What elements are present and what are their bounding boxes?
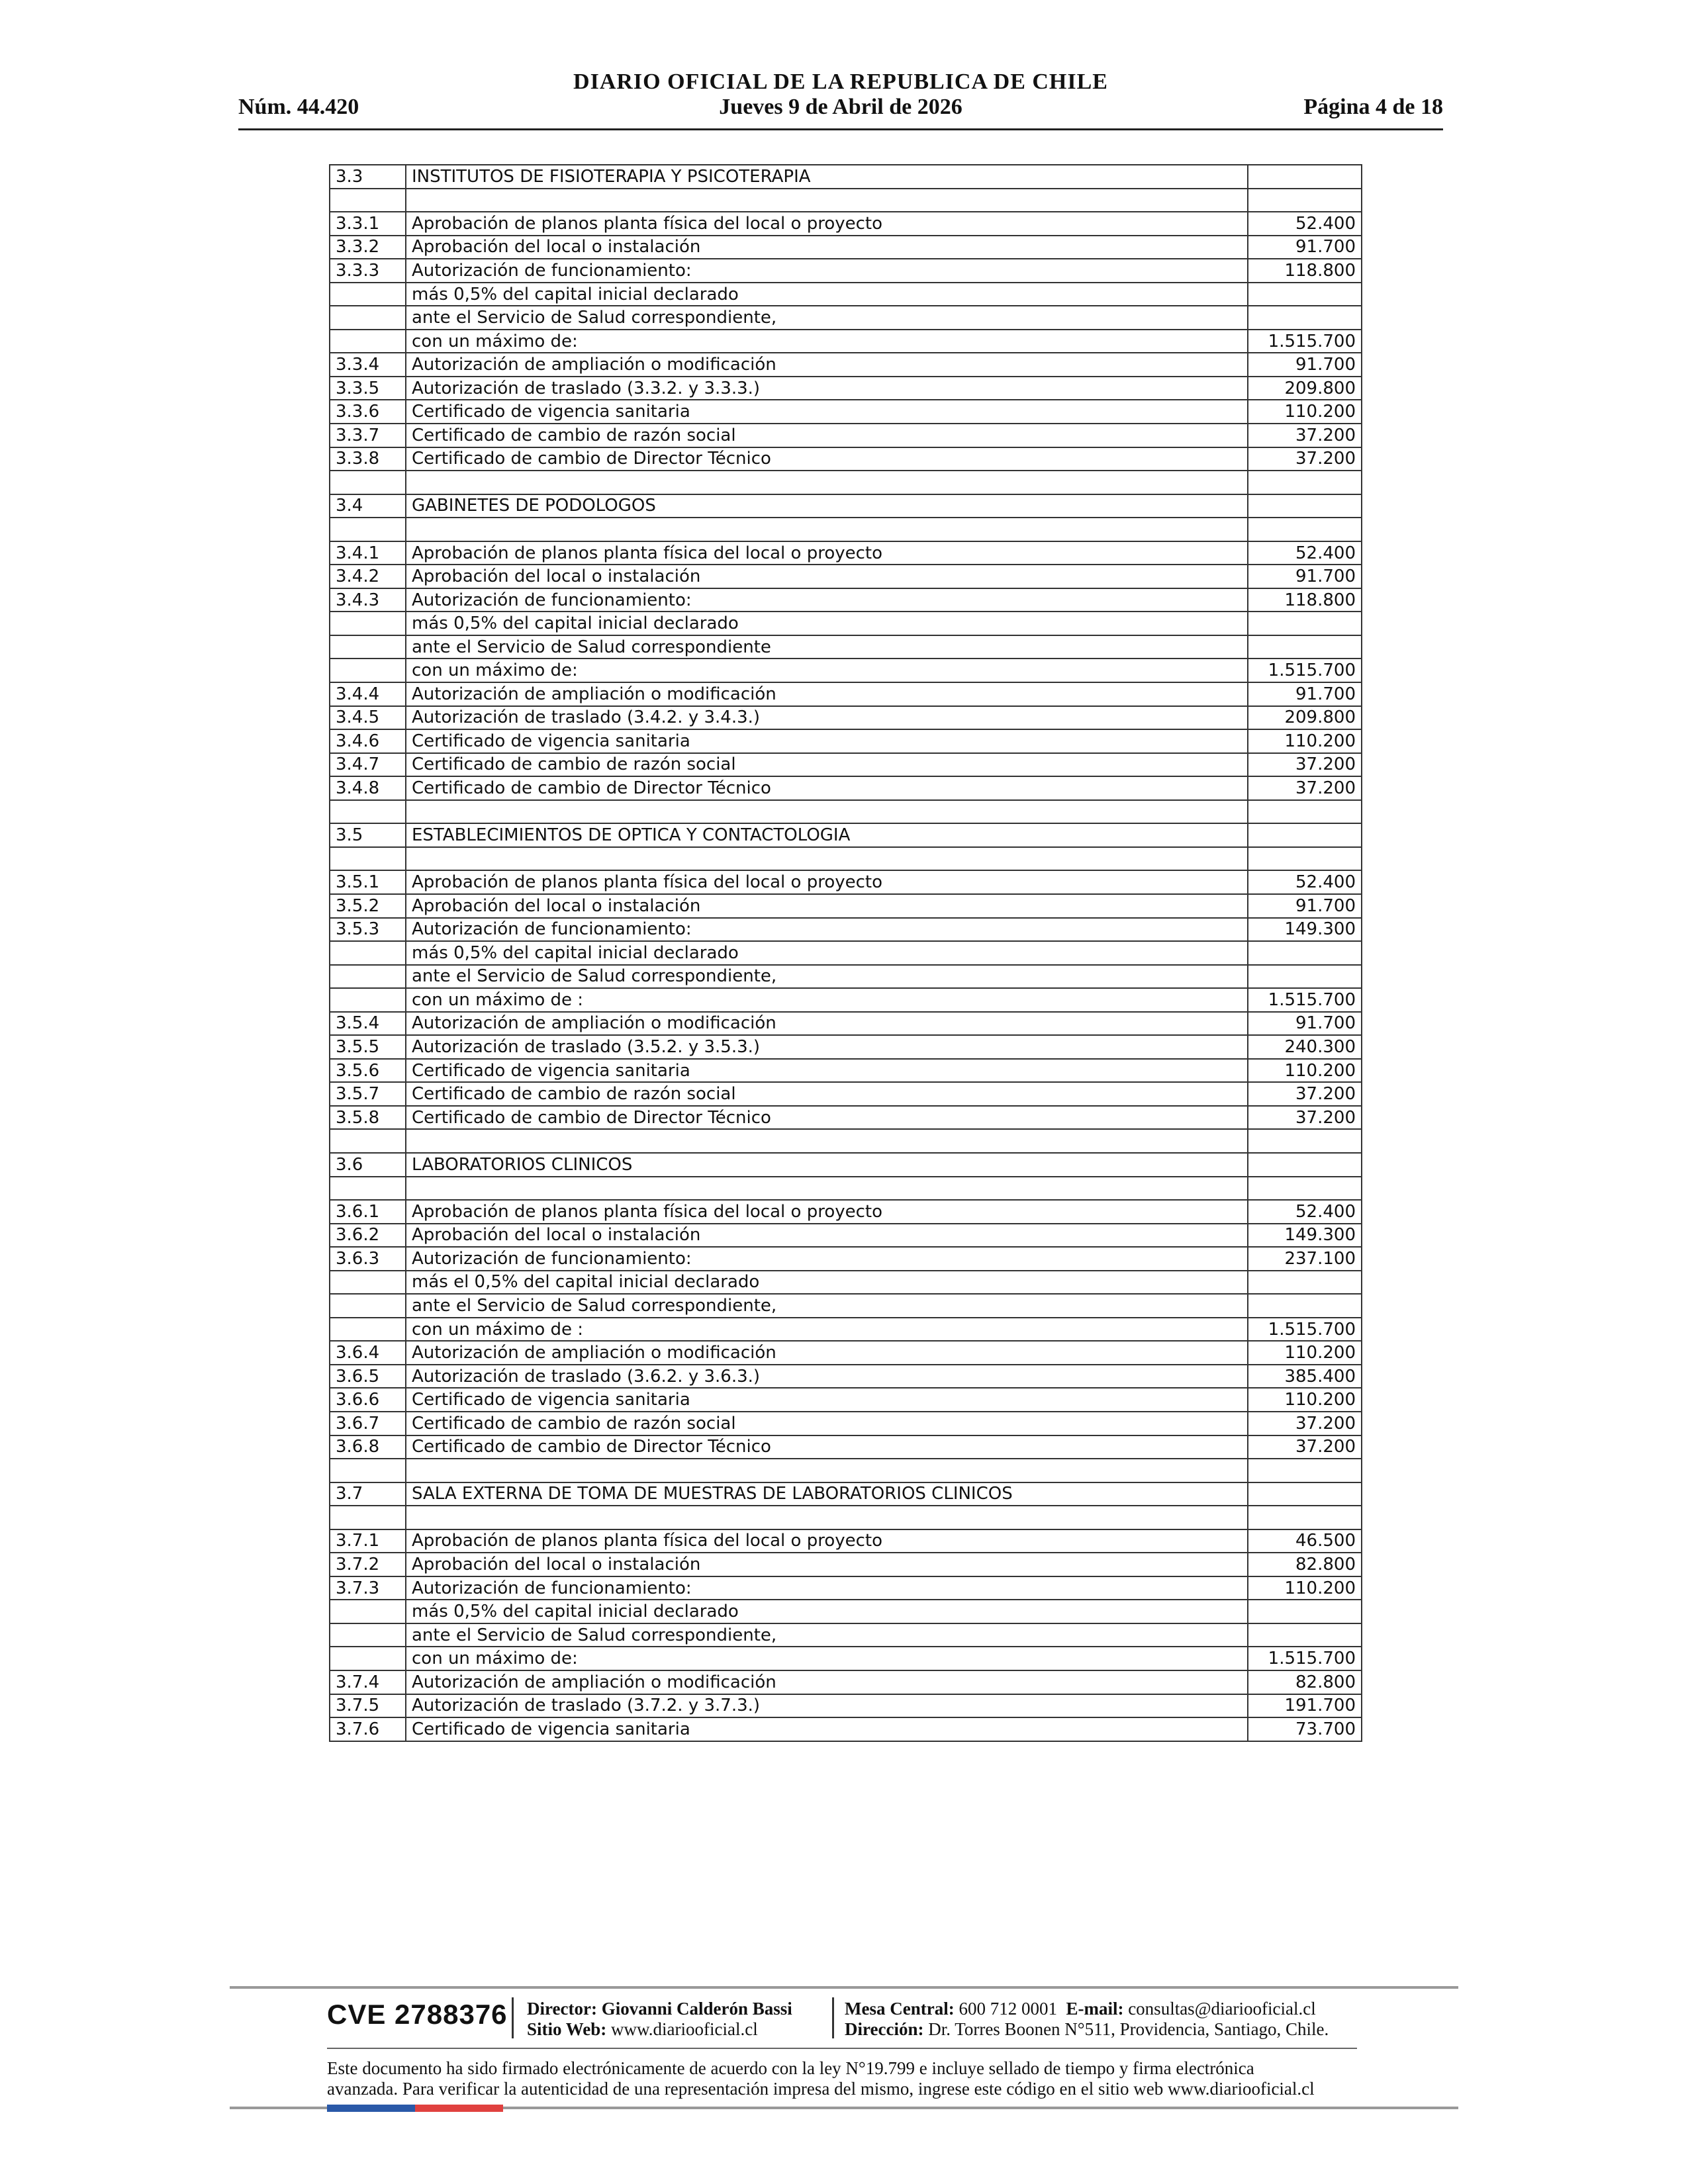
item-code-cell: 3.5.3 — [330, 918, 406, 942]
table-row — [330, 988, 1362, 1012]
item-description-cell: INSTITUTOS DE FISIOTERAPIA Y PSICOTERAPIA — [406, 165, 1248, 189]
item-description-cell: Aprobación de planos planta física del local o proyecto — [406, 1529, 1248, 1553]
item-description-cell: Autorización de traslado (3.4.2. y 3.4.3.) — [406, 706, 1248, 730]
table-row — [330, 165, 1362, 189]
item-code-cell: 3.5.1 — [330, 870, 406, 894]
item-value-cell — [1248, 1153, 1362, 1177]
item-value-cell: 1.515.700 — [1248, 1318, 1362, 1342]
flag-stripe-blue — [327, 2105, 415, 2112]
table-row — [330, 1294, 1362, 1318]
item-description-cell: SALA EXTERNA DE TOMA DE MUESTRAS DE LABORATORIOS CLINICOS — [406, 1482, 1248, 1506]
item-value-cell — [1248, 1129, 1362, 1153]
table-row — [330, 1506, 1362, 1529]
table-row — [330, 1717, 1362, 1741]
item-value-cell: 237.100 — [1248, 1247, 1362, 1271]
item-value-cell — [1248, 283, 1362, 306]
email-label: E-mail: — [1066, 1999, 1124, 2019]
item-value-cell — [1248, 1623, 1362, 1647]
item-code-cell — [330, 847, 406, 871]
fee-table-container — [329, 164, 1362, 1742]
fee-table-body — [330, 165, 1362, 1741]
table-row — [330, 729, 1362, 753]
item-code-cell — [330, 1129, 406, 1153]
table-row — [330, 753, 1362, 777]
table-row — [330, 400, 1362, 424]
fee-table — [329, 164, 1362, 1742]
item-value-cell — [1248, 189, 1362, 212]
item-code-cell: 3.7.5 — [330, 1694, 406, 1718]
footer-mid-divider — [327, 2048, 1357, 2049]
item-description-cell: ante el Servicio de Salud correspondiente, — [406, 306, 1248, 330]
item-code-cell: 3.4.6 — [330, 729, 406, 753]
table-row — [330, 1694, 1362, 1718]
page-header — [238, 69, 1443, 129]
item-value-cell: 52.400 — [1248, 870, 1362, 894]
item-value-cell — [1248, 1459, 1362, 1482]
item-code-cell: 3.3.6 — [330, 400, 406, 424]
header-divider — [238, 128, 1443, 130]
item-value-cell: 37.200 — [1248, 753, 1362, 777]
item-code-cell: 3.7 — [330, 1482, 406, 1506]
item-description-cell: ante el Servicio de Salud correspondiente, — [406, 1623, 1248, 1647]
table-row — [330, 1082, 1362, 1106]
item-description-cell: más 0,5% del capital inicial declarado — [406, 1600, 1248, 1623]
item-description-cell — [406, 847, 1248, 871]
item-value-cell: 37.200 — [1248, 1412, 1362, 1435]
item-code-cell: 3.4.4 — [330, 682, 406, 706]
item-code-cell: 3.3.2 — [330, 236, 406, 259]
email-link[interactable]: consultas@diariooficial.cl — [1128, 1999, 1316, 2019]
table-row — [330, 353, 1362, 377]
table-row — [330, 941, 1362, 965]
item-value-cell: 37.200 — [1248, 1106, 1362, 1130]
item-description-cell: Autorización de traslado (3.7.2. y 3.7.3.) — [406, 1694, 1248, 1718]
item-description-cell: Autorización de traslado (3.5.2. y 3.5.3.) — [406, 1035, 1248, 1059]
item-value-cell: 209.800 — [1248, 377, 1362, 400]
item-code-cell: 3.6 — [330, 1153, 406, 1177]
item-code-cell: 3.7.3 — [330, 1576, 406, 1600]
item-description-cell: Certificado de vigencia sanitaria — [406, 729, 1248, 753]
address-value: Dr. Torres Boonen N°511, Providencia, Santiago, Chile. — [928, 2019, 1329, 2039]
item-code-cell: 3.6.1 — [330, 1200, 406, 1224]
table-row — [330, 447, 1362, 471]
item-value-cell — [1248, 1177, 1362, 1201]
item-code-cell: 3.7.1 — [330, 1529, 406, 1553]
item-description-cell: ante el Servicio de Salud correspondiente, — [406, 1294, 1248, 1318]
table-row — [330, 259, 1362, 283]
item-description-cell: Aprobación de planos planta física del local o proyecto — [406, 212, 1248, 236]
item-description-cell: Autorización de funcionamiento: — [406, 1576, 1248, 1600]
mesa-label: Mesa Central: — [845, 1999, 955, 2019]
item-code-cell — [330, 471, 406, 494]
item-value-cell: 91.700 — [1248, 1012, 1362, 1036]
item-value-cell: 149.300 — [1248, 918, 1362, 942]
footer-separator — [832, 1997, 834, 2038]
table-row — [330, 1670, 1362, 1694]
item-description-cell: Certificado de cambio de razón social — [406, 424, 1248, 447]
item-value-cell: 149.300 — [1248, 1224, 1362, 1248]
item-code-cell: 3.6.5 — [330, 1365, 406, 1388]
item-value-cell: 37.200 — [1248, 1082, 1362, 1106]
item-value-cell — [1248, 823, 1362, 847]
item-value-cell — [1248, 965, 1362, 989]
item-code-cell: 3.5.5 — [330, 1035, 406, 1059]
cve-code: CVE 2788376 — [327, 1999, 508, 2030]
item-code-cell — [330, 518, 406, 541]
flag-stripe-red — [415, 2105, 503, 2112]
item-description-cell: Autorización de funcionamiento: — [406, 588, 1248, 612]
item-description-cell: ante el Servicio de Salud correspondiente, — [406, 965, 1248, 989]
item-description-cell — [406, 1129, 1248, 1153]
item-description-cell: Aprobación del local o instalación — [406, 565, 1248, 588]
item-code-cell: 3.7.2 — [330, 1553, 406, 1576]
item-value-cell: 385.400 — [1248, 1365, 1362, 1388]
item-value-cell — [1248, 1600, 1362, 1623]
item-code-cell — [330, 283, 406, 306]
item-value-cell: 118.800 — [1248, 259, 1362, 283]
item-value-cell: 52.400 — [1248, 1200, 1362, 1224]
table-row — [330, 847, 1362, 871]
item-description-cell: Autorización de ampliación o modificación — [406, 353, 1248, 377]
table-row — [330, 471, 1362, 494]
item-description-cell: más el 0,5% del capital inicial declarado — [406, 1271, 1248, 1295]
table-row — [330, 1129, 1362, 1153]
table-row — [330, 565, 1362, 588]
item-code-cell — [330, 659, 406, 682]
item-description-cell: Autorización de ampliación o modificación — [406, 682, 1248, 706]
item-code-cell: 3.5.4 — [330, 1012, 406, 1036]
item-code-cell — [330, 1177, 406, 1201]
footer-top-divider — [230, 1986, 1458, 1989]
table-row — [330, 1412, 1362, 1435]
item-code-cell — [330, 612, 406, 635]
item-code-cell — [330, 306, 406, 330]
item-description-cell: Certificado de cambio de Director Técnico — [406, 1106, 1248, 1130]
item-code-cell: 3.5.6 — [330, 1059, 406, 1083]
item-code-cell — [330, 1647, 406, 1670]
table-row — [330, 494, 1362, 518]
item-code-cell: 3.6.2 — [330, 1224, 406, 1248]
table-row — [330, 330, 1362, 353]
table-row — [330, 1247, 1362, 1271]
item-value-cell — [1248, 165, 1362, 189]
item-code-cell: 3.5 — [330, 823, 406, 847]
item-description-cell: Certificado de cambio de razón social — [406, 1082, 1248, 1106]
site-link[interactable]: www.diariooficial.cl — [611, 2019, 758, 2039]
item-description-cell: con un máximo de : — [406, 988, 1248, 1012]
item-description-cell: con un máximo de: — [406, 330, 1248, 353]
item-description-cell: Certificado de vigencia sanitaria — [406, 1059, 1248, 1083]
item-code-cell: 3.5.8 — [330, 1106, 406, 1130]
table-row — [330, 894, 1362, 918]
item-description-cell: Aprobación de planos planta física del local o proyecto — [406, 1200, 1248, 1224]
item-value-cell: 1.515.700 — [1248, 1647, 1362, 1670]
item-description-cell: más 0,5% del capital inicial declarado — [406, 612, 1248, 635]
item-description-cell: Aprobación de planos planta física del local o proyecto — [406, 541, 1248, 565]
item-code-cell — [330, 988, 406, 1012]
table-row — [330, 189, 1362, 212]
item-code-cell — [330, 1294, 406, 1318]
item-description-cell: Autorización de ampliación o modificación — [406, 1341, 1248, 1365]
table-row — [330, 1318, 1362, 1342]
table-row — [330, 306, 1362, 330]
item-code-cell: 3.4.1 — [330, 541, 406, 565]
table-row — [330, 682, 1362, 706]
item-code-cell: 3.4.8 — [330, 776, 406, 800]
table-row — [330, 1647, 1362, 1670]
item-value-cell — [1248, 518, 1362, 541]
table-row — [330, 1482, 1362, 1506]
footer-contact-block — [845, 1999, 1329, 2040]
table-row — [330, 1224, 1362, 1248]
item-description-cell: Aprobación del local o instalación — [406, 1553, 1248, 1576]
item-value-cell: 37.200 — [1248, 1435, 1362, 1459]
item-code-cell: 3.3.3 — [330, 259, 406, 283]
table-row — [330, 518, 1362, 541]
item-value-cell: 1.515.700 — [1248, 330, 1362, 353]
item-value-cell: 73.700 — [1248, 1717, 1362, 1741]
item-code-cell: 3.3.7 — [330, 424, 406, 447]
item-value-cell: 37.200 — [1248, 447, 1362, 471]
item-code-cell — [330, 965, 406, 989]
item-value-cell: 82.800 — [1248, 1670, 1362, 1694]
table-row — [330, 823, 1362, 847]
item-description-cell: Certificado de cambio de Director Técnico — [406, 776, 1248, 800]
table-row — [330, 1271, 1362, 1295]
page-number: Página 4 de 18 — [1303, 95, 1443, 119]
item-code-cell: 3.4 — [330, 494, 406, 518]
table-row — [330, 612, 1362, 635]
item-code-cell — [330, 1623, 406, 1647]
item-description-cell: Autorización de funcionamiento: — [406, 259, 1248, 283]
item-description-cell: Certificado de cambio de razón social — [406, 753, 1248, 777]
table-row — [330, 965, 1362, 989]
item-value-cell: 91.700 — [1248, 565, 1362, 588]
table-row — [330, 1553, 1362, 1576]
item-code-cell — [330, 1271, 406, 1295]
table-row — [330, 1200, 1362, 1224]
item-code-cell — [330, 800, 406, 824]
table-row — [330, 1177, 1362, 1201]
item-value-cell: 209.800 — [1248, 706, 1362, 730]
item-description-cell: con un máximo de: — [406, 1647, 1248, 1670]
issue-date: Jueves 9 de Abril de 2026 — [719, 95, 962, 119]
item-description-cell: LABORATORIOS CLINICOS — [406, 1153, 1248, 1177]
item-code-cell: 3.6.8 — [330, 1435, 406, 1459]
item-value-cell — [1248, 1506, 1362, 1529]
item-code-cell: 3.4.5 — [330, 706, 406, 730]
item-code-cell: 3.7.6 — [330, 1717, 406, 1741]
item-description-cell — [406, 800, 1248, 824]
item-description-cell: Certificado de cambio de Director Técnico — [406, 1435, 1248, 1459]
item-description-cell: Certificado de cambio de Director Técnico — [406, 447, 1248, 471]
item-value-cell: 110.200 — [1248, 1576, 1362, 1600]
table-row — [330, 1435, 1362, 1459]
item-value-cell: 191.700 — [1248, 1694, 1362, 1718]
table-row — [330, 377, 1362, 400]
item-code-cell — [330, 1318, 406, 1342]
item-value-cell: 1.515.700 — [1248, 988, 1362, 1012]
item-description-cell: Autorización de ampliación o modificación — [406, 1012, 1248, 1036]
item-description-cell: Aprobación del local o instalación — [406, 894, 1248, 918]
table-row — [330, 776, 1362, 800]
item-value-cell: 1.515.700 — [1248, 659, 1362, 682]
issue-number: Núm. 44.420 — [238, 95, 359, 119]
table-row — [330, 541, 1362, 565]
table-row — [330, 1365, 1362, 1388]
table-row — [330, 800, 1362, 824]
table-row — [330, 870, 1362, 894]
item-code-cell: 3.4.3 — [330, 588, 406, 612]
item-description-cell: ESTABLECIMIENTOS DE OPTICA Y CONTACTOLOGIA — [406, 823, 1248, 847]
item-code-cell: 3.5.7 — [330, 1082, 406, 1106]
item-value-cell: 91.700 — [1248, 353, 1362, 377]
table-row — [330, 1600, 1362, 1623]
item-code-cell: 3.7.4 — [330, 1670, 406, 1694]
item-value-cell — [1248, 471, 1362, 494]
legal-line: avanzada. Para verificar la autenticidad de una representación impresa del mismo, ingrese este código en el sitio web www.diariooficial.cl — [327, 2079, 1315, 2099]
item-value-cell — [1248, 635, 1362, 659]
legal-notice — [327, 2058, 1360, 2099]
item-description-cell: GABINETES DE PODOLOGOS — [406, 494, 1248, 518]
item-description-cell: más 0,5% del capital inicial declarado — [406, 941, 1248, 965]
item-description-cell — [406, 1177, 1248, 1201]
table-row — [330, 283, 1362, 306]
item-value-cell — [1248, 847, 1362, 871]
mesa-phone: 600 712 0001 — [959, 1999, 1057, 2019]
table-row — [330, 1459, 1362, 1482]
item-description-cell: Autorización de funcionamiento: — [406, 918, 1248, 942]
table-row — [330, 1153, 1362, 1177]
item-description-cell: Certificado de vigencia sanitaria — [406, 400, 1248, 424]
item-value-cell — [1248, 494, 1362, 518]
item-description-cell — [406, 189, 1248, 212]
item-description-cell: más 0,5% del capital inicial declarado — [406, 283, 1248, 306]
table-row — [330, 1576, 1362, 1600]
item-value-cell — [1248, 941, 1362, 965]
item-value-cell: 82.800 — [1248, 1553, 1362, 1576]
item-description-cell: Autorización de traslado (3.3.2. y 3.3.3.) — [406, 377, 1248, 400]
item-code-cell: 3.6.4 — [330, 1341, 406, 1365]
publication-title: DIARIO OFICIAL DE LA REPUBLICA DE CHILE — [573, 69, 1108, 94]
item-code-cell: 3.6.7 — [330, 1412, 406, 1435]
table-row — [330, 212, 1362, 236]
item-description-cell: Certificado de vigencia sanitaria — [406, 1388, 1248, 1412]
footer-separator — [512, 1997, 514, 2038]
table-row — [330, 1059, 1362, 1083]
item-code-cell — [330, 1600, 406, 1623]
item-description-cell: Aprobación del local o instalación — [406, 236, 1248, 259]
item-code-cell — [330, 1506, 406, 1529]
table-row — [330, 1529, 1362, 1553]
item-code-cell — [330, 330, 406, 353]
item-code-cell: 3.4.7 — [330, 753, 406, 777]
address-label: Dirección: — [845, 2019, 924, 2039]
item-description-cell: con un máximo de: — [406, 659, 1248, 682]
item-description-cell: con un máximo de : — [406, 1318, 1248, 1342]
item-value-cell: 240.300 — [1248, 1035, 1362, 1059]
table-row — [330, 588, 1362, 612]
item-code-cell: 3.3.5 — [330, 377, 406, 400]
item-value-cell: 91.700 — [1248, 894, 1362, 918]
table-row — [330, 424, 1362, 447]
item-value-cell: 110.200 — [1248, 1059, 1362, 1083]
item-code-cell: 3.3.4 — [330, 353, 406, 377]
item-code-cell: 3.4.2 — [330, 565, 406, 588]
site-label: Sitio Web: — [527, 2019, 607, 2039]
item-code-cell — [330, 1459, 406, 1482]
item-code-cell: 3.6.6 — [330, 1388, 406, 1412]
item-value-cell: 110.200 — [1248, 1341, 1362, 1365]
item-code-cell — [330, 189, 406, 212]
table-row — [330, 1623, 1362, 1647]
director-label: Director: — [527, 1999, 597, 2019]
item-description-cell: Autorización de traslado (3.6.2. y 3.6.3.) — [406, 1365, 1248, 1388]
item-description-cell: Certificado de cambio de razón social — [406, 1412, 1248, 1435]
item-description-cell: Certificado de vigencia sanitaria — [406, 1717, 1248, 1741]
item-code-cell — [330, 635, 406, 659]
item-value-cell: 37.200 — [1248, 424, 1362, 447]
table-row — [330, 918, 1362, 942]
footer-director-block — [527, 1999, 792, 2040]
item-description-cell: Aprobación del local o instalación — [406, 1224, 1248, 1248]
item-code-cell — [330, 941, 406, 965]
item-description-cell — [406, 1506, 1248, 1529]
item-code-cell: 3.6.3 — [330, 1247, 406, 1271]
item-value-cell — [1248, 306, 1362, 330]
table-row — [330, 1106, 1362, 1130]
table-row — [330, 706, 1362, 730]
item-value-cell — [1248, 612, 1362, 635]
table-row — [330, 1035, 1362, 1059]
item-description-cell — [406, 1459, 1248, 1482]
item-description-cell: Aprobación de planos planta física del local o proyecto — [406, 870, 1248, 894]
item-value-cell — [1248, 1271, 1362, 1295]
item-value-cell: 52.400 — [1248, 541, 1362, 565]
item-value-cell: 91.700 — [1248, 682, 1362, 706]
legal-line: Este documento ha sido firmado electrónicamente de acuerdo con la ley N°19.799 e incluye sellado de tiempo y firma electrónica — [327, 2058, 1254, 2078]
table-row — [330, 659, 1362, 682]
table-row — [330, 1388, 1362, 1412]
item-value-cell: 46.500 — [1248, 1529, 1362, 1553]
item-description-cell: Autorización de funcionamiento: — [406, 1247, 1248, 1271]
item-description-cell — [406, 518, 1248, 541]
item-value-cell: 118.800 — [1248, 588, 1362, 612]
table-row — [330, 236, 1362, 259]
item-code-cell: 3.3.1 — [330, 212, 406, 236]
item-value-cell: 52.400 — [1248, 212, 1362, 236]
item-code-cell: 3.3 — [330, 165, 406, 189]
item-description-cell: ante el Servicio de Salud correspondiente — [406, 635, 1248, 659]
item-description-cell: Autorización de ampliación o modificación — [406, 1670, 1248, 1694]
item-value-cell — [1248, 800, 1362, 824]
item-value-cell: 37.200 — [1248, 776, 1362, 800]
item-value-cell: 110.200 — [1248, 1388, 1362, 1412]
item-description-cell — [406, 471, 1248, 494]
item-value-cell: 91.700 — [1248, 236, 1362, 259]
table-row — [330, 1012, 1362, 1036]
item-value-cell: 110.200 — [1248, 400, 1362, 424]
item-value-cell — [1248, 1482, 1362, 1506]
table-row — [330, 635, 1362, 659]
item-value-cell — [1248, 1294, 1362, 1318]
item-value-cell: 110.200 — [1248, 729, 1362, 753]
director-name: Giovanni Calderón Bassi — [601, 1999, 792, 2019]
item-code-cell: 3.5.2 — [330, 894, 406, 918]
table-row — [330, 1341, 1362, 1365]
item-code-cell: 3.3.8 — [330, 447, 406, 471]
